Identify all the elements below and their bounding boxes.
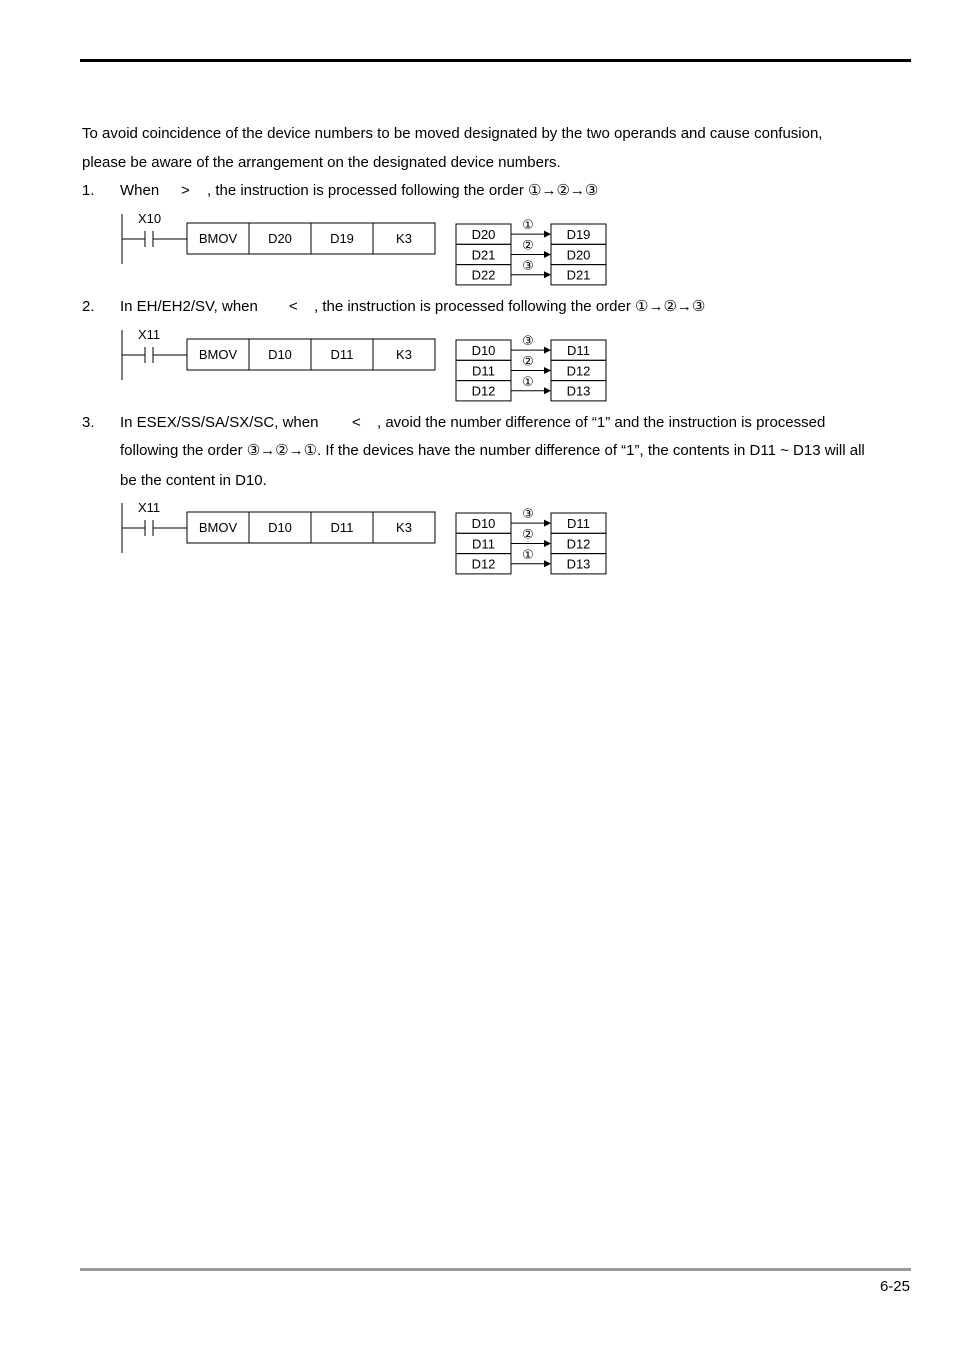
- instruction-text: BMOV: [198, 231, 238, 246]
- item-3-line-2: following the order ③→②→①. If the devices have the number difference of “1”, the contents in D11 ~ D13 will all: [120, 442, 865, 459]
- item-1-number: 1.: [82, 182, 95, 199]
- item-3-number: 3.: [82, 414, 95, 431]
- item-2-symbol: <: [289, 298, 298, 315]
- instruction-text: D11: [330, 520, 354, 535]
- order-marker: ③: [522, 257, 534, 273]
- contact-label: X11: [138, 500, 161, 515]
- intro-line-2: please be aware of the arrangement on the designated device numbers.: [82, 154, 561, 171]
- page-number: 6-25: [879, 1278, 910, 1295]
- intro-line-1: To avoid coincidence of the device numbers to be moved designated by the two operands and cause confusion,: [82, 125, 823, 142]
- order-marker: ③: [522, 333, 534, 349]
- source-text: D20: [471, 227, 496, 242]
- instruction-text: K3: [396, 231, 412, 246]
- source-text: D12: [471, 556, 496, 572]
- instruction-text: D19: [330, 231, 354, 246]
- order-marker: ①: [522, 546, 534, 562]
- instruction-text: D10: [268, 347, 292, 362]
- item-3-symbol: <: [352, 414, 361, 431]
- destination-text: D11: [567, 343, 590, 358]
- ladder-diagram-1: [118, 210, 618, 290]
- order-marker: ①: [522, 373, 534, 389]
- source-text: D22: [471, 267, 496, 283]
- arrow-head: [544, 387, 551, 394]
- item-1-symbol: >: [181, 182, 190, 199]
- item-2-when: In EH/EH2/SV, when: [120, 298, 258, 315]
- instruction-text: D10: [268, 520, 292, 535]
- instruction-text: D20: [268, 231, 292, 246]
- instruction-text: BMOV: [198, 520, 238, 535]
- ladder-svg: [118, 326, 618, 406]
- ladder-svg: [118, 210, 618, 290]
- order-marker: ②: [522, 237, 534, 253]
- source-text: D11: [472, 363, 495, 379]
- contact-label: X11: [138, 327, 161, 342]
- arrow-head: [544, 520, 551, 527]
- arrow-head: [544, 271, 551, 278]
- arrow-head: [544, 560, 551, 567]
- item-3-tail: , avoid the number difference of “1” and the instruction is processed: [377, 414, 826, 431]
- item-2-number: 2.: [82, 298, 95, 315]
- instruction-text: K3: [396, 520, 412, 535]
- order-marker: ②: [522, 526, 534, 542]
- source-text: D12: [471, 383, 496, 399]
- item-3-line-3: be the content in D10.: [120, 472, 267, 489]
- instruction-text: BMOV: [198, 347, 238, 362]
- footer-rule: [80, 1268, 911, 1271]
- arrow-head: [544, 540, 551, 547]
- item-3-when: In ESEX/SS/SA/SX/SC, when: [120, 414, 319, 431]
- arrow-head: [544, 367, 551, 374]
- destination-text: D21: [566, 267, 591, 283]
- source-text: D10: [471, 343, 496, 358]
- ladder-diagram-2: [118, 326, 618, 406]
- ladder-svg: [118, 499, 618, 579]
- arrow-head: [544, 251, 551, 258]
- arrow-head: [544, 347, 551, 354]
- destination-text: D13: [566, 383, 591, 399]
- source-text: D10: [471, 516, 496, 531]
- source-text: D21: [471, 247, 496, 263]
- instruction-text: K3: [396, 347, 412, 362]
- destination-text: D12: [566, 536, 591, 552]
- instruction-text: D11: [330, 347, 354, 362]
- destination-text: D20: [566, 247, 591, 263]
- source-text: D11: [472, 536, 495, 552]
- destination-text: D19: [566, 227, 591, 242]
- destination-text: D12: [566, 363, 591, 379]
- arrow-head: [544, 231, 551, 238]
- order-marker: ③: [522, 506, 534, 522]
- destination-text: D11: [567, 516, 590, 531]
- header-rule: [80, 59, 911, 62]
- order-marker: ②: [522, 353, 534, 369]
- contact-label: X10: [138, 211, 162, 226]
- item-1-tail: , the instruction is processed following the order ①→②→③: [207, 182, 599, 199]
- ladder-diagram-3: [118, 499, 618, 579]
- item-2-tail: , the instruction is processed following the order ①→②→③: [314, 298, 706, 315]
- destination-text: D13: [566, 556, 591, 572]
- order-marker: ①: [522, 217, 534, 233]
- item-1-when: When: [120, 182, 160, 199]
